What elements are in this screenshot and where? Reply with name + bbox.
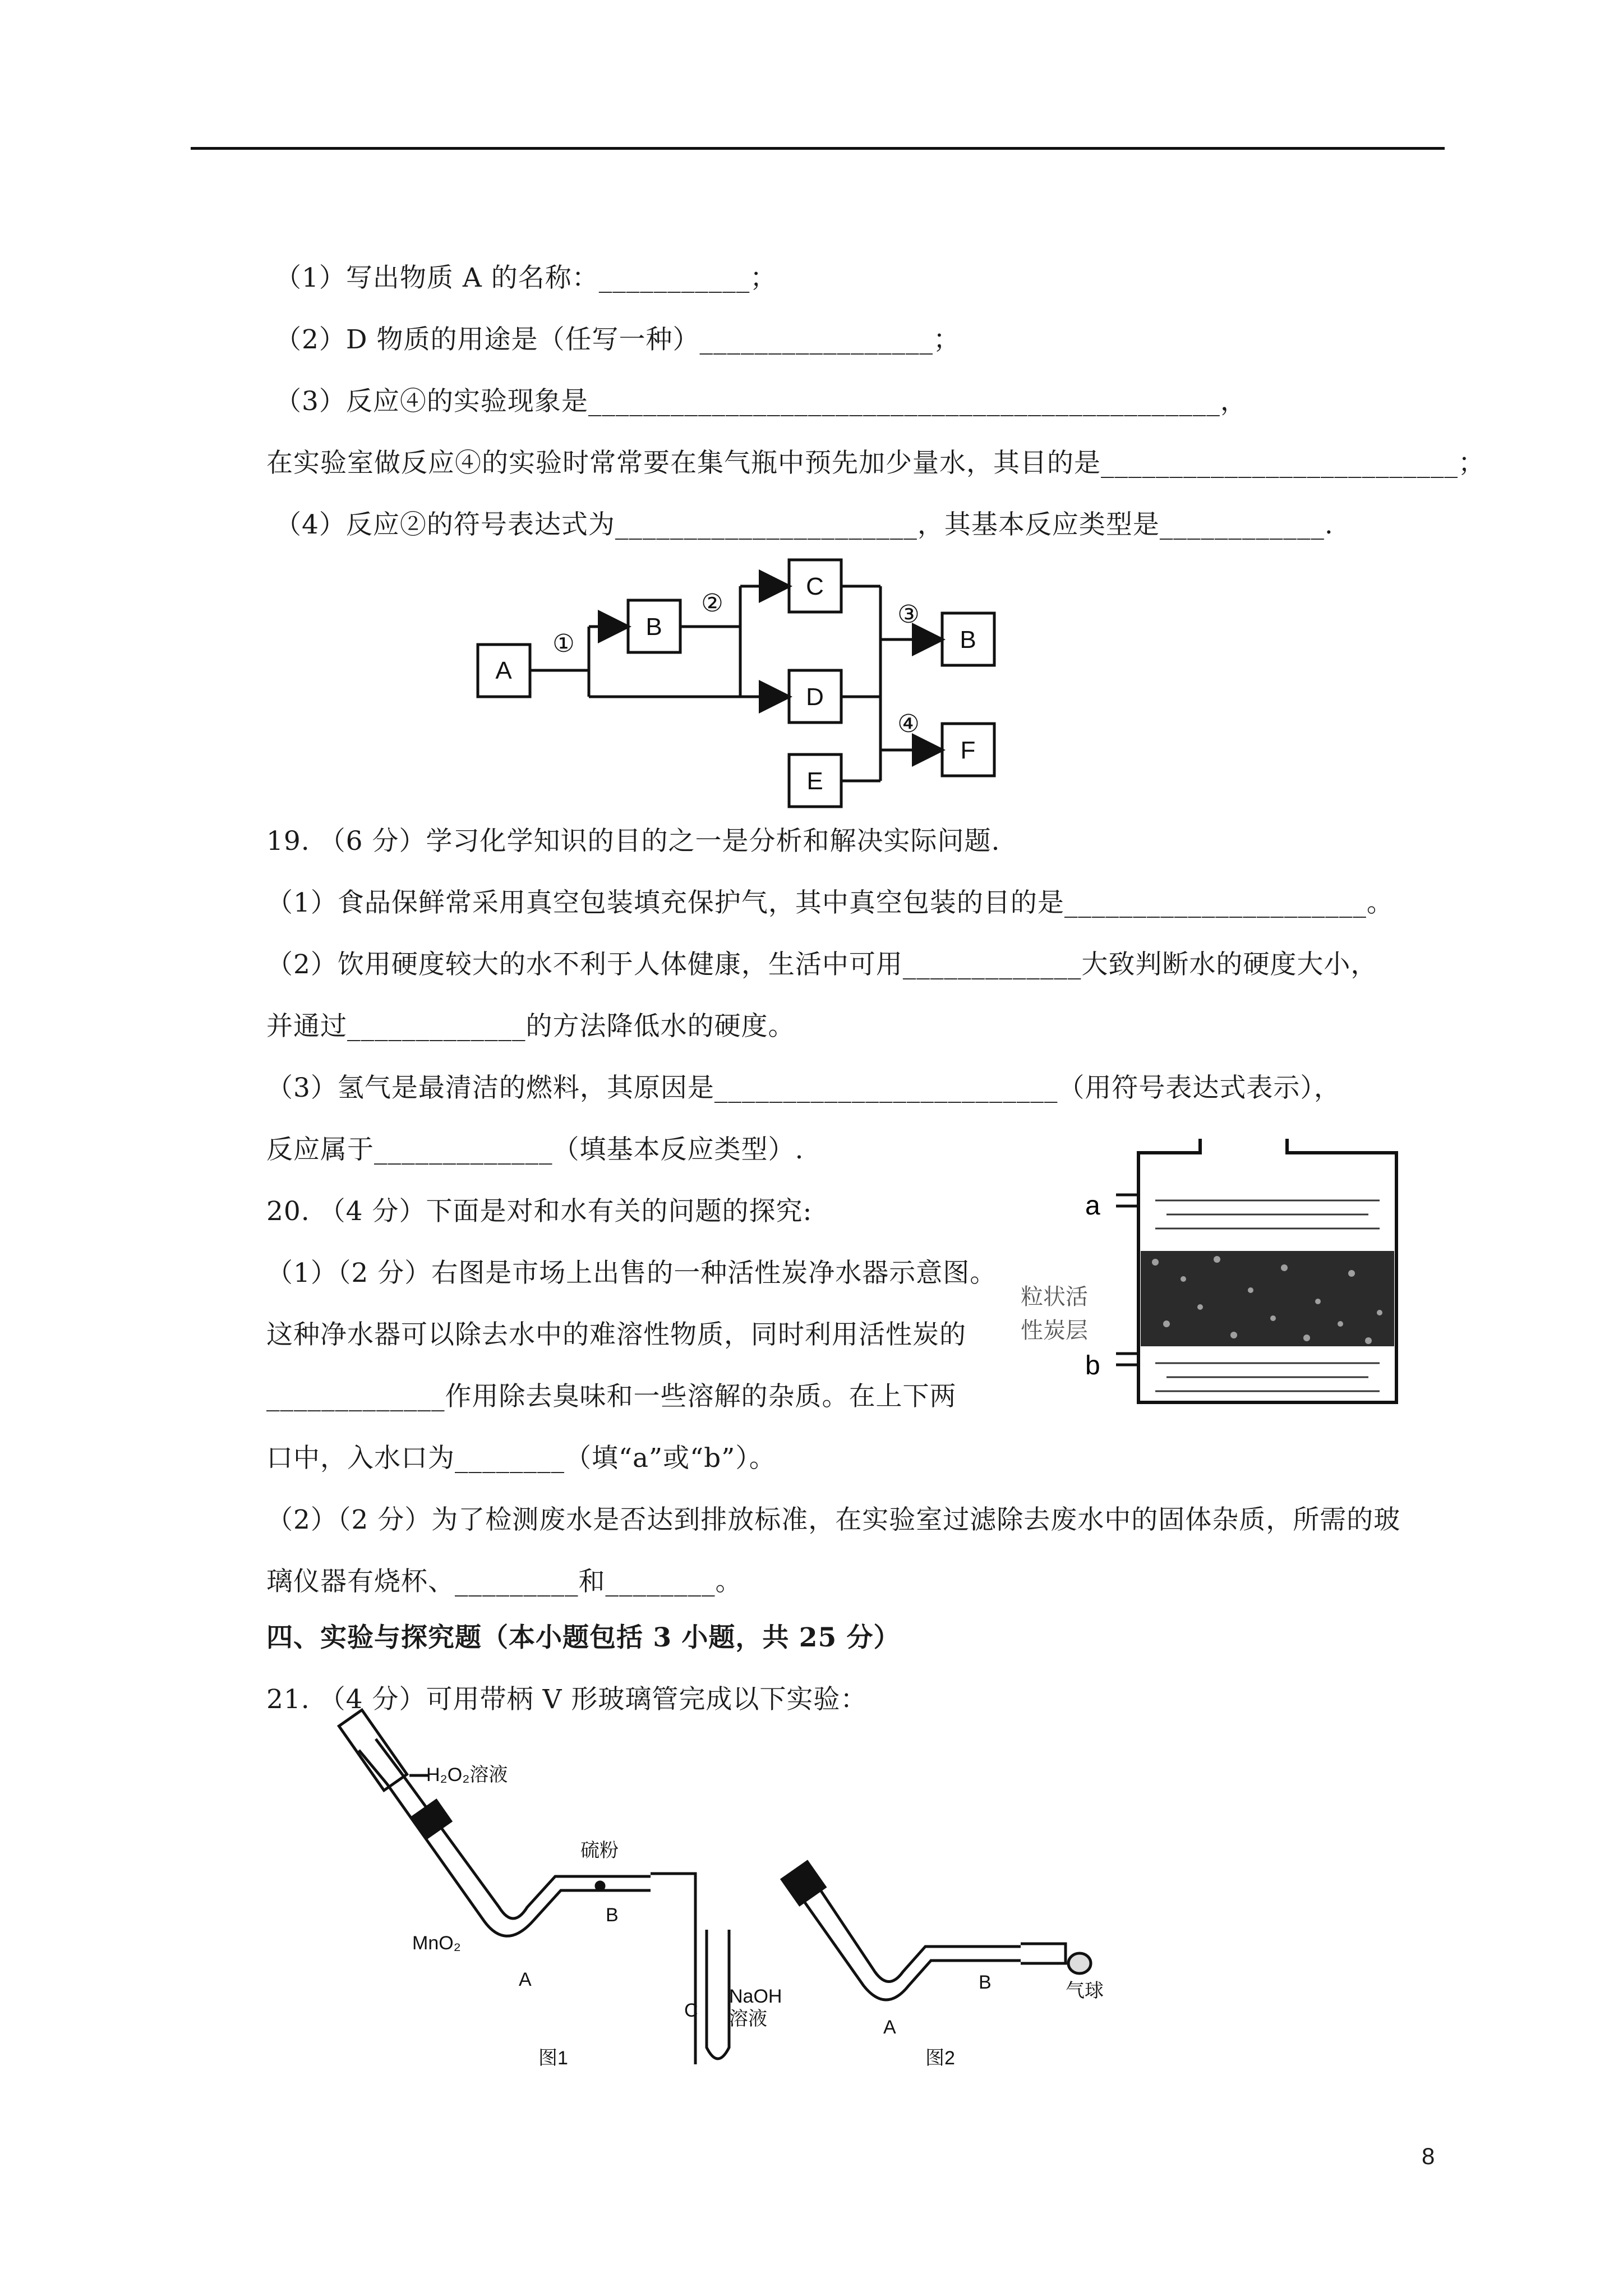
question-20-2-cont: 璃仪器有烧杯、_________和________。	[266, 1566, 743, 1597]
activated-carbon-layer	[1141, 1251, 1394, 1346]
carbon-label-line2: 性炭层	[1021, 1318, 1088, 1343]
fig1-h2o2-label: H₂O₂溶液	[426, 1764, 508, 1786]
fig2-caption: 图2	[925, 2047, 955, 2069]
carbon-label-line1: 粒状活	[1021, 1285, 1088, 1309]
question-18-3: （3）反应④的实验现象是______________________________________________，	[275, 386, 1247, 417]
label-a: A	[495, 657, 512, 684]
question-19-title: 19. （6 分）学习化学知识的目的之一是分析和解决实际问题.	[266, 826, 1000, 857]
figure-2-apparatus	[782, 1862, 1091, 2000]
page-number: 8	[1422, 2143, 1435, 2169]
fig1-naoh-label: NaOH	[729, 1986, 782, 2007]
question-18-2: （2）D 物质的用途是（任写一种）_________________；	[275, 324, 961, 355]
fig1-caption: 图1	[538, 2047, 568, 2069]
fig2-b-label: B	[979, 1972, 992, 1993]
fig2-a-label: A	[883, 2017, 896, 2038]
fig2-balloon-label: 气球	[1066, 1980, 1104, 2001]
label-c: C	[806, 573, 824, 600]
reaction-4-label: ④	[897, 710, 920, 738]
question-18-1: （1）写出物质 A 的名称：___________；	[275, 263, 777, 293]
question-19-2: （2）饮用硬度较大的水不利于人体健康，生活中可用_____________大致判断水的硬度大小，	[266, 949, 1378, 980]
purifier-inlet-b: b	[1085, 1351, 1100, 1381]
question-20-1-cont2: _____________作用除去臭味和一些溶解的杂质。在上下两	[266, 1381, 957, 1412]
reaction-3-label: ③	[897, 601, 920, 628]
figure-1-apparatus	[339, 1710, 729, 2064]
question-19-3-cont: 反应属于_____________（填基本反应类型）.	[266, 1134, 804, 1165]
fig1-c-label: C	[684, 2000, 698, 2021]
fig1-naoh-label-2: 溶液	[729, 2008, 767, 2030]
question-19-1: （1）食品保鲜常采用真空包装填充保护气，其中真空包装的目的是______________________。	[266, 887, 1394, 918]
question-20-1-cont3: 口中，入水口为________（填“a”或“b”）。	[266, 1443, 776, 1474]
purifier-inlet-a: a	[1085, 1191, 1100, 1221]
fig1-b-label: B	[606, 1904, 619, 1926]
label-d: D	[806, 683, 824, 711]
label-e: E	[806, 767, 823, 795]
label-b2: B	[960, 626, 976, 654]
water-purifier-diagram	[1021, 1139, 1396, 1402]
question-18-4: （4）反应②的符号表达式为______________________，其基本反应类型是____________.	[275, 509, 1334, 540]
fig1-sulfur-label: 硫粉	[580, 1840, 619, 1861]
question-19-3: （3）氢气是最清洁的燃料，其原因是_________________________（用符号表达式表示），	[266, 1073, 1341, 1103]
section-4-heading: 四、实验与探究题（本小题包括 3 小题，共 25 分）	[266, 1622, 901, 1653]
question-20-1-cont: 这种净水器可以除去水中的难溶性物质，同时利用活性炭的	[266, 1319, 966, 1350]
label-f: F	[960, 737, 976, 764]
fig1-mno2-label: MnO₂	[412, 1932, 461, 1954]
question-20-2: （2）（2 分）为了检测废水是否达到排放标准，在实验室过滤除去废水中的固体杂质，所需的玻	[266, 1504, 1401, 1535]
question-19-2-cont: 并通过_____________的方法降低水的硬度。	[266, 1011, 795, 1042]
fig1-a-label: A	[519, 1969, 532, 1990]
reaction-2-label: ②	[701, 590, 723, 617]
question-20-title: 20. （4 分）下面是对和水有关的问题的探究:	[266, 1196, 813, 1227]
question-20-1: （1）（2 分）右图是市场上出售的一种活性炭净水器示意图。	[266, 1258, 997, 1289]
label-b: B	[645, 613, 662, 641]
question-18-3-purpose: 在实验室做反应④的实验时常常要在集气瓶中预先加少量水，其目的是__________________________；	[266, 448, 1485, 478]
reaction-1-label: ①	[552, 630, 575, 657]
question-21-title: 21. （4 分）可用带柄 V 形玻璃管完成以下实验：	[266, 1684, 868, 1715]
